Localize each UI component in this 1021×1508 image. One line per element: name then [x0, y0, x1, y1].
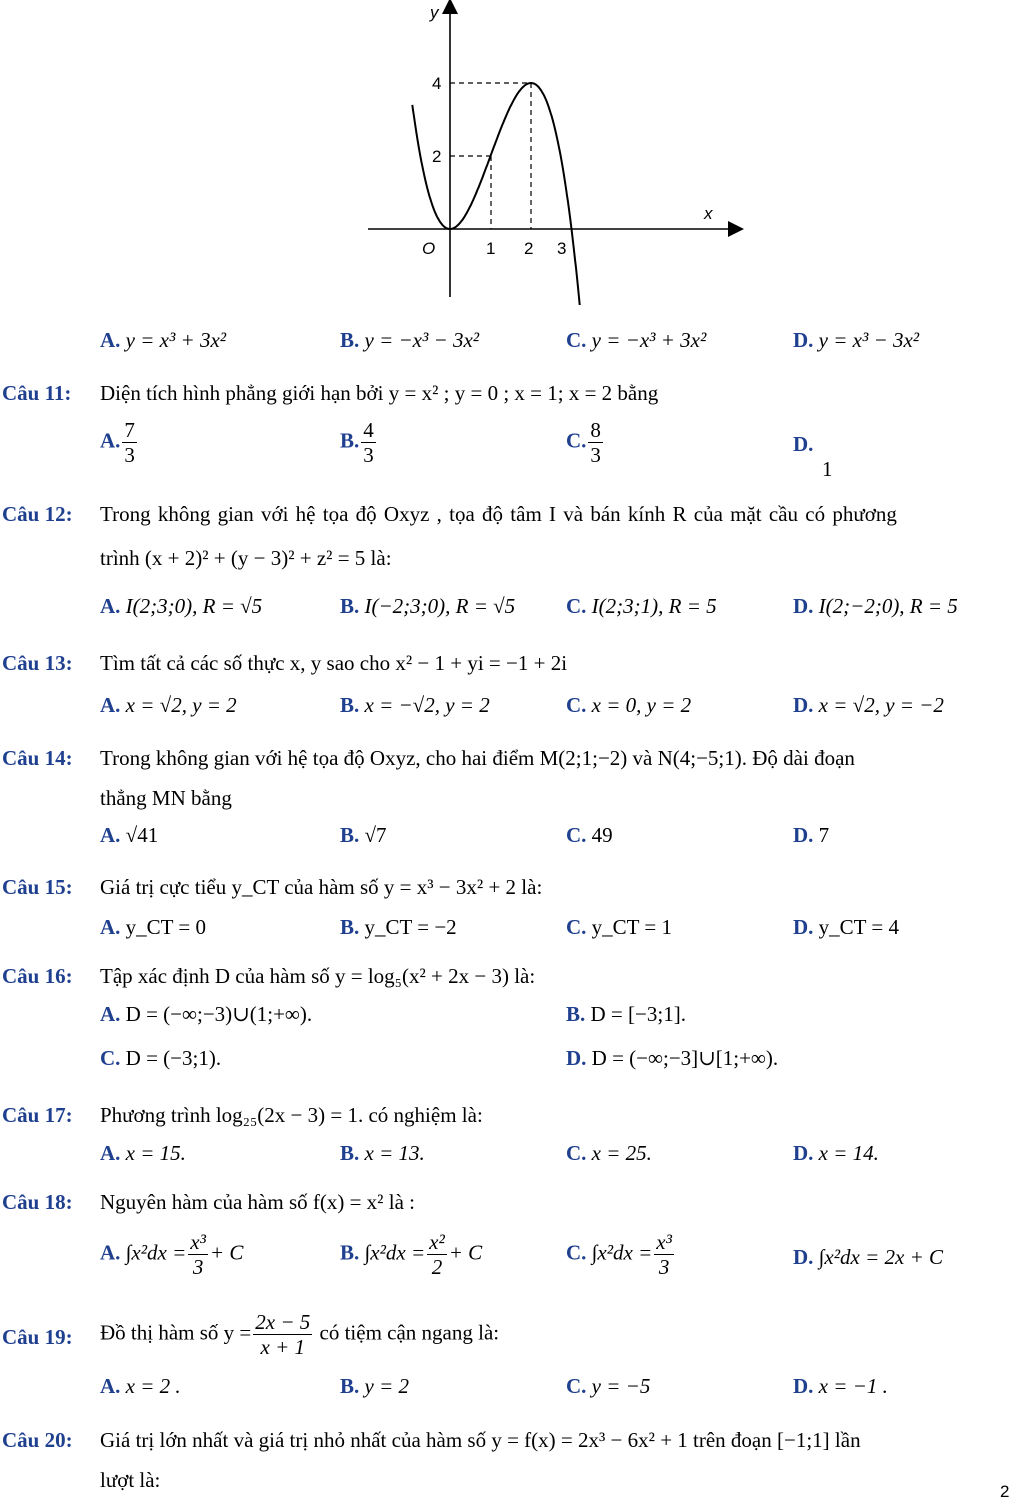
q18-option-c[interactable]: C. ∫x²dx = $\frac{\text{x³}}{3}$: [566, 1230, 672, 1280]
q12-text-line1: Trong không gian với hệ tọa độ Oxyz , tọa độ tâm I và bán kính R của mặt cầu có phương: [100, 502, 897, 526]
q17-option-b[interactable]: B. x = 13.: [340, 1141, 425, 1165]
q18-option-b[interactable]: B. ∫x²dx = $\frac{\text{x²}}{2}$ + C: [340, 1230, 483, 1280]
q10-option-a[interactable]: A. y = x³ + 3x²: [100, 328, 227, 352]
q14-option-a[interactable]: A. √41: [100, 823, 159, 847]
q15-label: Câu 15:: [2, 875, 73, 899]
q11-option-d[interactable]: D.: [793, 432, 814, 456]
q15-text: Giá trị cực tiểu y_CT của hàm số y = x³ − 3x² + 2 là:: [100, 875, 543, 899]
q16-option-b[interactable]: B. D = [−3;1].: [566, 1002, 686, 1026]
q20-label: Câu 20:: [2, 1428, 73, 1452]
q18-option-d[interactable]: D. ∫x²dx = 2x + C: [793, 1245, 944, 1269]
page-number: 2: [1000, 1482, 1010, 1501]
y-tick-4: 4: [432, 74, 442, 93]
q19-option-c[interactable]: C. y = −5: [566, 1374, 651, 1398]
q12-text-line2: trình (x + 2)² + (y − 3)² + z² = 5 là:: [100, 546, 392, 570]
q14-text-line2: thẳng MN bằng: [100, 786, 232, 810]
q12-option-a[interactable]: A. I(2;3;0), R = √5: [100, 594, 263, 618]
q16-text: Tập xác định D của hàm số y = log₅(x² + 2x − 3) là:: [100, 964, 536, 988]
q13-option-c[interactable]: C. x = 0, y = 2: [566, 693, 692, 717]
q19-option-b[interactable]: B. y = 2: [340, 1374, 410, 1398]
function-graph: [360, 0, 760, 305]
q16-option-a[interactable]: A. D = (−∞;−3)∪(1;+∞).: [100, 1002, 313, 1026]
q18-label: Câu 18:: [2, 1190, 73, 1214]
q12-option-b[interactable]: B. I(−2;3;0), R = √5: [340, 594, 516, 618]
x-tick-2: 2: [524, 239, 534, 258]
q15-option-c[interactable]: C. y_CT = 1: [566, 915, 672, 939]
y-axis-label: y: [430, 3, 439, 22]
q15-option-b[interactable]: B. y_CT = −2: [340, 915, 457, 939]
q18-option-a[interactable]: A. ∫x²dx = $\frac{\text{x³}}{3}$ + C: [100, 1230, 244, 1280]
q19-option-d[interactable]: D. x = −1 .: [793, 1374, 888, 1398]
x-axis-label: x: [704, 204, 713, 223]
q12-label: Câu 12:: [2, 502, 73, 526]
q14-option-c[interactable]: C. 49: [566, 823, 613, 847]
q10-option-d[interactable]: D. y = x³ − 3x²: [793, 328, 920, 352]
q13-text: Tìm tất cả các số thực x, y sao cho x² − 1 + yi = −1 + 2i: [100, 651, 568, 675]
q14-text-line1: Trong không gian với hệ tọa độ Oxyz, cho hai điểm M(2;1;−2) và N(4;−5;1). Độ dài đoạn: [100, 746, 855, 770]
q11-option-d-value: 1: [822, 457, 833, 481]
q17-option-d[interactable]: D. x = 14.: [793, 1141, 879, 1165]
q11-label: Câu 11:: [2, 381, 72, 405]
q18-text: Nguyên hàm của hàm số f(x) = x² là :: [100, 1190, 415, 1214]
q20-text-line2: lượt là:: [100, 1468, 161, 1492]
origin-label: O: [422, 239, 436, 258]
q16-option-c[interactable]: C. D = (−3;1).: [100, 1046, 222, 1070]
q19-label: Câu 19:: [2, 1325, 73, 1349]
q17-option-a[interactable]: A. x = 15.: [100, 1141, 186, 1165]
q17-option-c[interactable]: C. x = 25.: [566, 1141, 652, 1165]
q10-option-b[interactable]: B. y = −x³ − 3x²: [340, 328, 480, 352]
q12-option-d[interactable]: D. I(2;−2;0), R = 5: [793, 594, 958, 618]
q11-option-a[interactable]: A. $\frac{7}{3}$: [100, 418, 135, 468]
q17-label: Câu 17:: [2, 1103, 73, 1127]
q11-option-b[interactable]: B. $\frac{4}{3}$: [340, 418, 374, 468]
q15-option-d[interactable]: D. y_CT = 4: [793, 915, 899, 939]
q11-option-c[interactable]: C. $\frac{8}{3}$: [566, 418, 601, 468]
q20-text-line1: Giá trị lớn nhất và giá trị nhỏ nhất của hàm số y = f(x) = 2x³ − 6x² + 1 trên đoạn [−1;1] lần: [100, 1428, 861, 1452]
x-tick-3: 3: [557, 239, 567, 258]
q14-option-d[interactable]: D. 7: [793, 823, 830, 847]
q13-option-b[interactable]: B. x = −√2, y = 2: [340, 693, 490, 717]
q19-text: Đồ thị hàm số y = $\frac{2x - 5}{x + 1}$ có tiệm cận ngang là:: [100, 1310, 500, 1360]
q16-label: Câu 16:: [2, 964, 73, 988]
q13-option-d[interactable]: D. x = √2, y = −2: [793, 693, 944, 717]
q15-option-a[interactable]: A. y_CT = 0: [100, 915, 206, 939]
q12-option-c[interactable]: C. I(2;3;1), R = 5: [566, 594, 717, 618]
function-curve: [412, 83, 581, 305]
q13-option-a[interactable]: A. x = √2, y = 2: [100, 693, 237, 717]
y-tick-2: 2: [432, 147, 442, 166]
q19-option-a[interactable]: A. x = 2 .: [100, 1374, 181, 1398]
q16-option-d[interactable]: D. D = (−∞;−3]∪[1;+∞).: [566, 1046, 779, 1070]
q10-option-c[interactable]: C. y = −x³ + 3x²: [566, 328, 707, 352]
x-tick-1: 1: [486, 239, 496, 258]
q14-label: Câu 14:: [2, 746, 73, 770]
q11-text: Diện tích hình phẳng giới hạn bởi y = x² ; y = 0 ; x = 1; x = 2 bằng: [100, 381, 659, 405]
q13-label: Câu 13:: [2, 651, 73, 675]
q14-option-b[interactable]: B. √7: [340, 823, 387, 847]
q17-text: Phương trình log₂₅(2x − 3) = 1. có nghiệm là:: [100, 1103, 483, 1127]
